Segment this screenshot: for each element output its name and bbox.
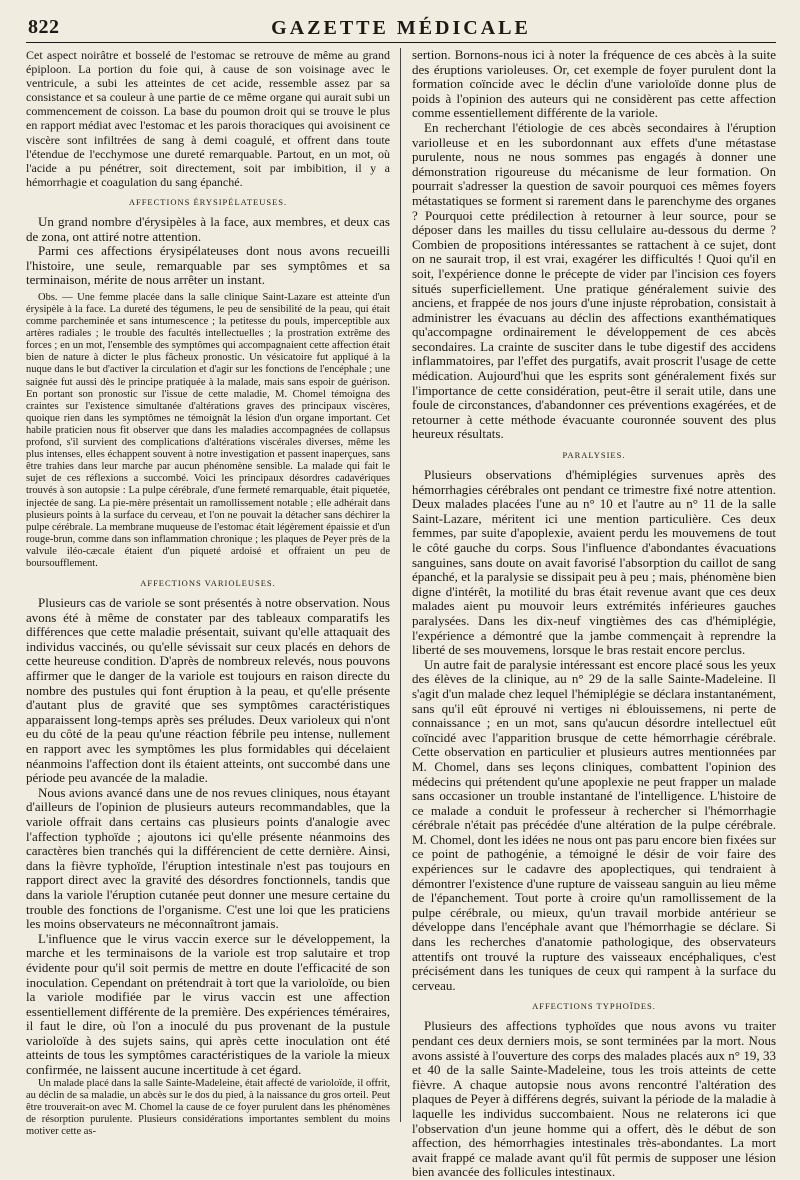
paragraph: Plusieurs des affections typhoïdes que nous avons vu traiter pendant ces deux derniers mois, se sont terminées par la mort. Nous avons assisté à l'ouverture des corps des malades placés aux n° 19, 33 et 40 de la salle Sainte-Madeleine, tous les trois atteints de cette fièvre. A chaque autopsie nous avons rencontré l'altération des plaques de Peyer à différens degrés, suivant la période de la maladie à laquelle les individus succombaient. Nous ne relaterons ici que l'observation d'un jeune homme qui a offert, dès le début de son affection, des hémorrhagies intestinales très-abondantes. La mort avait frappé ce malade avant qu'il fût permis de supposer une lésion bien avancée des follicules intestinaux. [412, 1018, 776, 1180]
newspaper-page [26, 14, 776, 1180]
section-heading: AFFECTIONS VARIOLEUSES. [140, 578, 276, 589]
paragraph: Parmi ces affections érysipélateuses dont nous avons recueilli l'histoire, une seule, remarquable par ses symptômes et sa terminaison, mérite de nous arrêter un instant. [26, 243, 390, 288]
paragraph: Plusieurs observations d'hémiplégies survenues après des hémorrhagies cérébrales ont pendant ce trimestre fixé notre attention. Deux malades placées l'une au n° 10 et l'autre au n° 11 de la salle Saint-Lazare, méritent ici une mention particulière. Ces deux femmes, par suite d'apoplexie, avaient perdu les mouvemens de tout le côté gauche du corps. Sous l'influence d'abondantes évacuations sanguines, sans doute on avait favorisé l'absorption du caillot de sang épanché, et la paralysie se dissipait peu à peu ; mais, phénomène bien digne d'intérêt, la motilité du bras était revenue avant que ces deux malades aient pu mouvoir leurs extrémités inférieures gauches paralysées. Dans les dix-neuf vingtièmes des cas d'hémiplégie, l'expérience a démontré que la jambe commençait à reprendre la liberté de ses mouvemens, lorsque le bras restait encore perclus. [412, 467, 776, 658]
paragraph: Un autre fait de paralysie intéressant est encore placé sous les yeux des élèves de la clinique, au n° 29 de la salle Sainte-Madeleine. Il s'agit d'un malade chez lequel l'hémiplégie se déclara instantanément, sans qu'il eût éprouvé ni vertiges ni éblouissemens, ni perte de connaissance ; en un mot, sans qu'aucun désordre intellectuel eût coïncidé avec l'apparition brusque de cette hémorrhagie cérébrale. Cette observation en particulier et plusieurs autres mentionnées par M. Chomel, dans ses leçons cliniques, combattent l'opinion des médecins qui prétendent qu'une apoplexie ne peut frapper un malade sans occasioner un trouble instantané de l'intelligence. L'histoire de ce malade a conduit le professeur à rechercher si l'hémorrhagie cérébrale n'était pas précédée d'une altération de la pulpe cérébrale. M. Chomel, dont les idées ne nous ont pas paru encore bien fixées sur ce point de pathogénie, a témoigné le désir de voir faire des expériences sur le cadavre des apoplectiques, qui tendraient à démontrer l'existence d'une rupture de vaisseau sanguin au lieu même de l'épanchement. Tout porte à croire qu'un ramollissement de la pulpe cérébrale, ou mieux, qu'un travail morbide antérieur se développe dans l'encéphale avant que l'hémorrhagie se déclare. Si dans les recherches d'anatomie pathologique, des observateurs attentifs ont trouvé la rupture des vaisseaux encéphaliques, c'est précisément dans les tuniques de ceux qui rampent à la surface du cerveau. [412, 656, 776, 993]
section-heading: PARALYSIES. [562, 450, 626, 461]
paragraph: Plusieurs cas de variole se sont présentés à notre observation. Nous avons été à même de constater par des tableaux comparatifs les différences que cette maladie présentait, suivant qu'elle attaquait des individus vaccinés, ou qu'elle sévissait sur ceux placés en dehors de cette heureuse condition. D'après de nombreux relevés, nous pouvons affirmer que le danger de la variole est toujours en raison directe du nombre des pustules qui font éruption à la peau, et qu'elle présente d'autant plus de gravité que ses symptômes caractéristiques apparaissent long-temps après ses préludes. Deux varioleux qui n'ont eu du côté de la peau qu'une réaction fébrile peu intense, nullement en rapport avec les symptômes les plus formidables qui décelaient néanmoins l'affection dont ils étaient atteints, ont succombé dans une période peu avancée de la maladie. [26, 595, 390, 786]
observation-paragraph: Un malade placé dans la salle Sainte-Madeleine, était affecté de varioloïde, il offrit, au déclin de sa maladie, un abcès sur le dos du pied, à la naissance du gros orteil. Peut être trouverait-on avec M. Chomel la cause de ce foyer purulent dans les phénomènes de résorption purulente. Plusieurs considérations importantes semblent du moins motiver cette as- [26, 1077, 390, 1138]
paragraph: Un grand nombre d'érysipèles à la face, aux membres, et deux cas de zona, ont attiré notre attention. [26, 213, 390, 244]
right-column [412, 47, 776, 1180]
paragraph: L'influence que le virus vaccin exerce sur le développement, la marche et les terminaisons de la variole est trop salutaire et trop évidente pour qu'il soit permis de mettre en doute l'efficacité de son inoculation. Cependant on prétendrait à tort que la varioloïde, ou bien la variole modifiée par le virus vaccin est une affection essentiellement différente de la première. Des expériences téméraires, il faut le dire, où l'on a inoculé du pus provenant de la pustule varioloïde à des sujets sains, qui après cette inoculation ont été atteints de tous les symptômes caractéristiques de la variole la mieux confirmée, ne laissent aucune incertitude à cet égard. [26, 930, 390, 1078]
paragraph: Cet aspect noirâtre et bosselé de l'estomac se retrouve de même au grand épiploon. La portion du foie qui, à cause de son voisinage avec le ventricule, a subi les atteintes de cet acide, ressemble assez par sa consistance et sa couleur à une partie de ce même organe qui aurait subi un commencement de coisson. La base du poumon droit qui se trouve le plus en rapport médiat avec l'estomac et les parois thoraciques qui avoisinent ce viscère sont infiltrées de sang à demi coagulé, et offrent dans toute l'étendue de l'ecchymose une dureté remarquable. Partout, en un mot, où l'acide a pu pénétrer, soit directement, soit par imbibition, il y a hémorrhagie et coagulation du sang épanché. [26, 48, 390, 189]
paragraph: Nous avions avancé dans une de nos revues cliniques, nous étayant d'ailleurs de l'opinion de plusieurs auteurs recommandables, que la variole offrait dans certains cas plusieurs points d'analogie avec l'affection typhoïde ; ajoutons ici qu'elle présente néanmoins des caractères bien tranchés qui la différencient de cette dernière. Ainsi, dans la fièvre typhoïde, l'éruption intestinale n'est pas toujours en rapport direct avec la gravité des désordres fonctionnels, tandis que dans la variole l'éruption cutanée peut donner une mesure certaine du trouble des fonctions de l'organisme. C'est une loi que les praticiens les moins observateurs ne méconnaîtront jamais. [26, 784, 390, 932]
paragraph: En recherchant l'étiologie de ces abcès secondaires à l'éruption variolleuse et en les subordonnant aux effets d'une métastase purulente, nous ne nous sommes pas engagés à donner une démonstration rigoureuse du mécanisme de leur formation. On pourrait s'adresser la question de savoir pourquoi ces mêmes foyers métastatiques se forment si rarement dans le parenchyme des organes ? Pourquoi cette prédilection à retourner à leur source, pour se déposer dans les mailles du tissu cellulaire au-dessous du derme ? Combien de propositions intéressantes se rattachent à ce sujet, dont on ne saurait trop, il est vrai, exagérer les difficultés ! Quoi qu'il en soit, l'expérience donne le précepte de vider par l'incision ces foyers situés superficiellement. Une pratique généralement suivie des anciens, et frappée de nos jours d'une injuste réprobation, consistait à administrer les évacuans au déclin des affections exanthématiques qu'accompagne ordinairement le développement de ces abcès secondaires. La crainte de susciter dans le tube digestif des accidens inflammatoires, par l'effet des purgatifs, avait proscrit l'usage de cette médication. Aujourd'hui que les esprits sont généralement fixés sur l'importance de cette considération, peut-être il serait utile, dans une foule de circonstances, d'abandonner ces préventions exagérées, et de retourner à cette méthode évacuante couronnée souvent des plus heureux résultats. [412, 119, 776, 442]
page-header [26, 14, 776, 43]
article-columns [26, 47, 776, 1180]
column-divider [400, 48, 401, 1122]
section-heading: AFFECTIONS ÉRYSIPÉLATEUSES. [128, 196, 288, 207]
section-heading: AFFECTIONS TYPHOÏDES. [532, 1001, 656, 1012]
paragraph: sertion. Bornons-nous ici à noter la fréquence de ces abcès à la suite des éruptions varioleuses. Or, cet exemple de foyer purulent dont la formation coïncide avec le déclin d'une varioloïde donne plus de poids à l'opinion des auteurs qui ne considèrent pas cette affection comme essentiellement différente de la variole. [412, 47, 776, 121]
publication-title: GAZETTE MÉDICALE [271, 17, 531, 39]
observation-paragraph: Obs. — Une femme placée dans la salle clinique Saint-Lazare est atteinte d'un érysipèle à la face. La dureté des tégumens, le peu de sensibilité de la peau, qui était comme parcheminée et sans intumescence ; la petitesse du pouls, imperceptible aux artères radiales ; le trouble des facultés intellectuelles ; la prostration extrême des forces ; en un mot, l'ensemble des symptômes qui accompagnaient cette affection était bien de nature à dicter le plus fâcheux pronostic. Un vésicatoire fut appliqué à la nuque dans le but d'activer la circulation et d'agir sur les fonctions de l'encéphale ; une saignée fut aussi dès le principe pratiquée à la malade, mais sans espoir de guérison. En portant son pronostic sur l'issue de cette maladie, M. Chomel témoigna des craintes sur l'existence simultanée d'altérations graves des principaux viscères, quoique rien dans les symptômes ne témoignât la lésion d'un organe important. Cet habile praticien nous fit observer que dans les maladies accompagnées de collapsus profond, s'il survient des complications d'altérations viscérales diverses, même les plus intenses, elles échappent souvent à notre investigation et passent inaperçues, sans être trahies dans leur marche par aucun phénomène sensible. La malade qui fait le sujet de ces réflexions a succombé. Voici les principaux désordres cadavériques trouvés à son autopsie : La pulpe cérébrale, d'une fermeté remarquable, était piquetée, injectée de sang. La pie-mère présentait un ramollissement notable ; elle adhérait dans plusieurs points à la surface du cerveau, et l'on ne pouvait la détacher sans déchirer la pulpe cérébrale. La membrane muqueuse de l'estomac était légèrement épaissie et d'un rouge-brun, comme dans son inflammation chronique ; les plaques de Peyer près de la valvule iléo-cæcale étaient d'un piqueté ardoisé et offraient un peu de boursoufflement. [26, 291, 390, 569]
page-number: 822 [28, 16, 60, 38]
left-column [26, 48, 390, 1138]
